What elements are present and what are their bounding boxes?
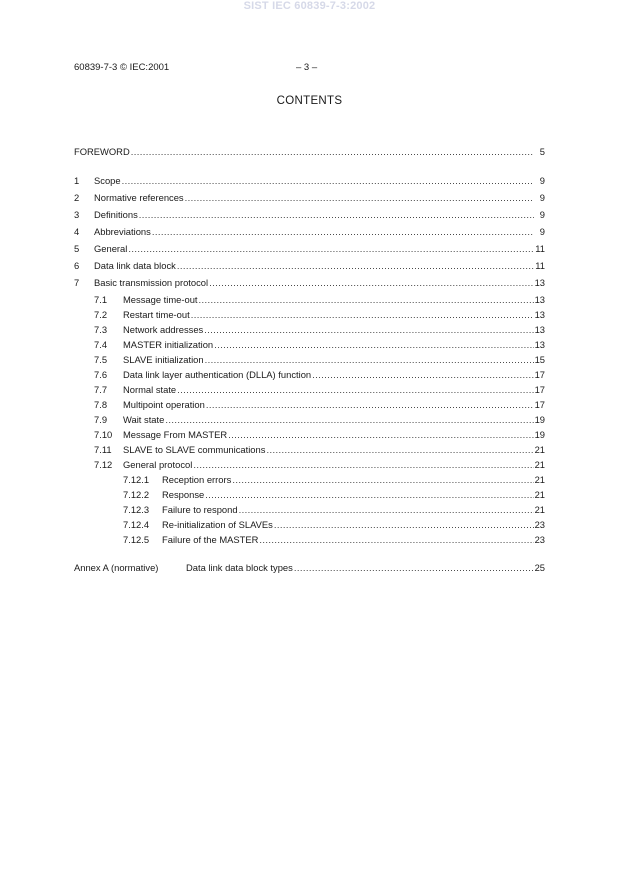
toc-entry[interactable]: [94, 414, 545, 426]
toc-entry-title: Data link data block: [94, 260, 176, 271]
dot-leader: [209, 277, 533, 289]
toc-entry-number: 4: [74, 226, 80, 237]
contents-title: CONTENTS: [276, 95, 343, 107]
toc-entry[interactable]: [94, 429, 545, 441]
toc-entry-title: Failure to respond: [162, 504, 238, 515]
toc-entry[interactable]: [74, 192, 545, 204]
dot-leader: [206, 399, 534, 411]
dot-leader: [266, 444, 533, 456]
toc-entry-page: 21: [534, 489, 545, 500]
dot-leader: [259, 534, 533, 546]
toc-entry-page: 21: [534, 504, 545, 515]
toc-entry-number: 7.10: [94, 429, 113, 440]
dot-leader: [177, 384, 533, 396]
toc-entry[interactable]: [123, 534, 545, 546]
toc-entry-title: General: [94, 243, 128, 254]
toc-entry-number: 7.4: [94, 339, 108, 350]
toc-entry-page: 13: [534, 309, 545, 320]
dot-leader: [294, 562, 534, 574]
dot-leader: [193, 459, 533, 471]
toc-entry[interactable]: [123, 504, 545, 516]
toc-entry-page: 9: [539, 175, 545, 186]
toc-entry-title: Wait state: [123, 414, 165, 425]
toc-entry-number: 7.2: [94, 309, 108, 320]
toc-entry-page: 11: [535, 260, 545, 271]
toc-entry[interactable]: [94, 324, 545, 336]
toc-entry-number: Annex A (normative): [74, 562, 159, 573]
toc-entry-number: 7.12.2: [123, 489, 150, 500]
toc-entry[interactable]: [74, 146, 545, 158]
toc-entry[interactable]: [74, 226, 545, 238]
toc-entry-page: 17: [534, 384, 545, 395]
dot-leader: [191, 309, 534, 321]
dot-leader: [128, 243, 534, 255]
toc-entry-page: 25: [534, 562, 545, 573]
toc-entry-title: MASTER initialization: [123, 339, 214, 350]
toc-entry-page: 13: [534, 294, 545, 305]
toc-entry-number: 7: [74, 277, 80, 288]
toc-entry-title: Data link data block types: [186, 562, 293, 573]
toc-entry-page: 13: [534, 324, 545, 335]
document-reference: 60839-7-3 © IEC:2001: [74, 62, 170, 73]
toc-entry-page: 13: [534, 277, 545, 288]
toc-entry-number: 1: [74, 175, 80, 186]
toc-entry-page: 21: [534, 459, 545, 470]
dot-leader: [232, 474, 533, 486]
toc-entry-page: 19: [534, 414, 545, 425]
dot-leader: [122, 175, 534, 187]
toc-entry-page: 9: [539, 209, 545, 220]
dot-leader: [205, 354, 534, 366]
toc-entry-number: 7.5: [94, 354, 108, 365]
dot-leader: [205, 489, 533, 501]
toc-entry[interactable]: [94, 354, 545, 366]
toc-entry-number: 7.12.4: [123, 519, 150, 530]
toc-entry-page: 15: [534, 354, 545, 365]
toc-entry-title: Failure of the MASTER: [162, 534, 259, 545]
toc-entry[interactable]: [94, 339, 545, 351]
toc-entry-title: Normative references: [94, 192, 184, 203]
dot-leader: [214, 339, 533, 351]
toc-entry-number: 5: [74, 243, 80, 254]
toc-entry[interactable]: [123, 489, 545, 501]
toc-entry[interactable]: [74, 209, 545, 221]
dot-leader: [177, 260, 534, 272]
dot-leader: [152, 226, 534, 238]
toc-entry-page: 21: [534, 474, 545, 485]
toc-entry-title: Scope: [94, 175, 121, 186]
dot-leader: [139, 209, 534, 221]
toc-entry-title: FOREWORD: [74, 146, 130, 157]
toc-entry[interactable]: [74, 277, 545, 289]
toc-entry-title: Definitions: [94, 209, 138, 220]
toc-entry[interactable]: [74, 562, 545, 574]
toc-entry-number: 7.6: [94, 369, 108, 380]
toc-entry-title: Message time-out: [123, 294, 198, 305]
toc-entry-page: 23: [534, 519, 545, 530]
toc-entry-title: Message From MASTER: [123, 429, 228, 440]
toc-entry-title: SLAVE to SLAVE communications: [123, 444, 266, 455]
toc-entry-number: 7.1: [94, 294, 108, 305]
toc-entry-page: 21: [534, 444, 545, 455]
toc-entry[interactable]: [74, 243, 545, 255]
toc-entry[interactable]: [94, 444, 545, 456]
toc-entry-title: Response: [162, 489, 205, 500]
toc-entry-number: 7.12.5: [123, 534, 150, 545]
dot-leader: [185, 192, 534, 204]
toc-entry[interactable]: [94, 384, 545, 396]
toc-entry-number: 7.11: [94, 444, 112, 455]
toc-entry-title: Re-initialization of SLAVEs: [162, 519, 273, 530]
toc-entry-number: 2: [74, 192, 80, 203]
toc-entry-number: 6: [74, 260, 80, 271]
toc-entry-title: SLAVE initialization: [123, 354, 204, 365]
toc-entry-title: Basic transmission protocol: [94, 277, 209, 288]
toc-entry[interactable]: [94, 294, 545, 306]
toc-entry-page: 19: [534, 429, 545, 440]
dot-leader: [274, 519, 534, 531]
toc-entry-title: General protocol: [123, 459, 193, 470]
toc-entry-number: 7.8: [94, 399, 108, 410]
dot-leader: [199, 294, 534, 306]
toc-entry-page: 13: [534, 339, 545, 350]
toc-entry-title: Network addresses: [123, 324, 204, 335]
toc-entry-number: 7.9: [94, 414, 108, 425]
toc-entry-number: 7.7: [94, 384, 108, 395]
toc-entry-page: 5: [539, 146, 545, 157]
toc-entry-number: 7.12.1: [123, 474, 150, 485]
toc-entry-title: Abbreviations: [94, 226, 151, 237]
dot-leader: [228, 429, 533, 441]
toc-entry[interactable]: [94, 399, 545, 411]
toc-entry-page: 11: [535, 243, 545, 254]
toc-entry-page: 17: [534, 399, 545, 410]
toc-entry-title: Multipoint operation: [123, 399, 205, 410]
toc-entry-number: 7.3: [94, 324, 108, 335]
toc-entry-title: Data link layer authentication (DLLA) function: [123, 369, 312, 380]
toc-entry-title: Restart time-out: [123, 309, 190, 320]
toc-entry-title: Normal state: [123, 384, 177, 395]
toc-entry[interactable]: [123, 519, 545, 531]
toc-entry-number: 3: [74, 209, 80, 220]
dot-leader: [204, 324, 533, 336]
toc-entry[interactable]: [123, 474, 545, 486]
toc-entry[interactable]: [74, 175, 545, 187]
toc-entry[interactable]: [94, 369, 545, 381]
page-number: – 3 –: [296, 62, 318, 73]
toc-entry[interactable]: [74, 260, 545, 272]
dot-leader: [131, 146, 534, 158]
toc-entry[interactable]: [94, 459, 545, 471]
toc-entry-number: 7.12: [94, 459, 113, 470]
toc-entry[interactable]: [94, 309, 545, 321]
watermark: SIST IEC 60839-7-3:2002: [243, 0, 376, 12]
toc-entry-page: 9: [539, 226, 545, 237]
toc-entry-number: 7.12.3: [123, 504, 150, 515]
dot-leader: [312, 369, 533, 381]
dot-leader: [239, 504, 534, 516]
toc-entry-page: 17: [534, 369, 545, 380]
toc-entry-title: Reception errors: [162, 474, 232, 485]
toc-entry-page: 23: [534, 534, 545, 545]
dot-leader: [165, 414, 533, 426]
toc-entry-page: 9: [539, 192, 545, 203]
